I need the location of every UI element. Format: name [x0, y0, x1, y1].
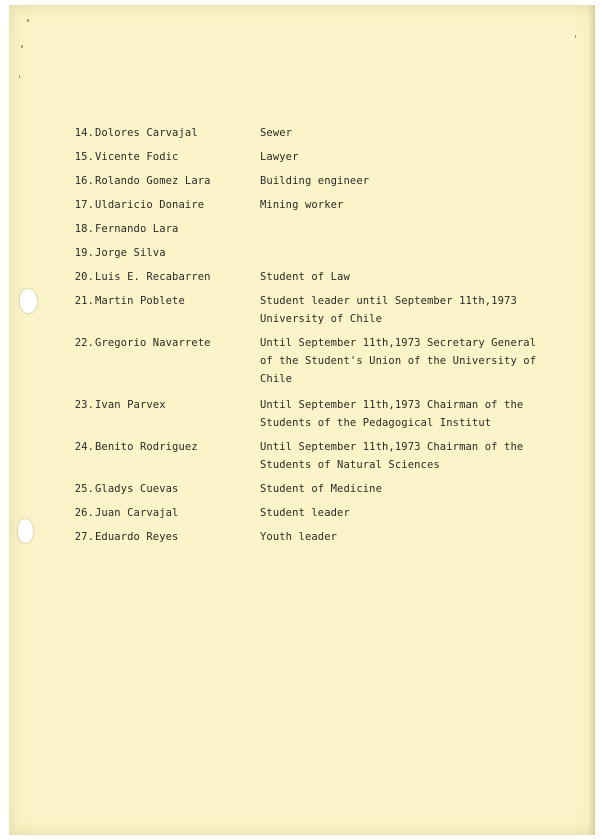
paper-speck: [27, 19, 29, 22]
entry-occupation: [260, 334, 550, 388]
entry-number: 23.: [74, 399, 94, 411]
entry-name: Eduardo Reyes: [95, 531, 179, 543]
occupation-line: Student of Medicine: [260, 483, 383, 495]
entry-name: Fernando Lara: [95, 223, 179, 235]
occupation-line: Lawyer: [260, 151, 299, 163]
entry-number: 25.: [74, 483, 94, 495]
entry-occupation: [260, 396, 550, 432]
occupation-line: Student of Law: [260, 271, 350, 283]
entry-number: 19.: [74, 247, 94, 259]
entry-occupation: [260, 438, 550, 474]
entry-number: 18.: [74, 223, 94, 235]
entry-name: Benito Rodriguez: [95, 441, 198, 453]
entry-number: 24.: [74, 441, 94, 453]
entry-name: Ivan Parvex: [95, 399, 166, 411]
occupation-line: Student leader: [260, 507, 350, 519]
occupation-line: Until September 11th,1973 Chairman of the: [260, 399, 524, 411]
occupation-line: Until September 11th,1973 Secretary General: [260, 337, 537, 349]
entry-occupation: [260, 504, 550, 522]
occupation-line: Sewer: [260, 127, 293, 139]
entry-name: Martin Poblete: [95, 295, 185, 307]
occupation-line: Until September 11th,1973 Chairman of the: [260, 441, 524, 453]
entry-number: 14.: [74, 127, 94, 139]
occupation-line: Youth leader: [260, 531, 338, 543]
occupation-line: Students of the Pedagogical Institut: [260, 417, 492, 429]
entry-name: Luis E. Recabarren: [95, 271, 211, 283]
entry-occupation: [260, 196, 550, 214]
entry-number: 20.: [74, 271, 94, 283]
paper-speck: [19, 75, 20, 78]
entry-number: 21.: [74, 295, 94, 307]
entry-name: Vicente Fodic: [95, 151, 179, 163]
entry-number: 15.: [74, 151, 94, 163]
occupation-line: of the Student's Union of the University of: [260, 355, 537, 367]
entry-occupation: [260, 268, 550, 286]
entry-number: 26.: [74, 507, 94, 519]
entry-occupation: [260, 528, 550, 546]
paper-speck: [21, 45, 23, 48]
paper-speck: [575, 35, 576, 38]
entry-name: Juan Carvajal: [95, 507, 179, 519]
entry-occupation: [260, 124, 550, 142]
occupation-line: Students of Natural Sciences: [260, 459, 440, 471]
entry-occupation: [260, 292, 550, 328]
entry-number: 27.: [74, 531, 94, 543]
entry-occupation: [260, 172, 550, 190]
entry-name: Gregorio Navarrete: [95, 337, 211, 349]
occupation-line: Student leader until September 11th,1973: [260, 295, 517, 307]
punch-hole: [18, 519, 33, 543]
entry-occupation: [260, 480, 550, 498]
entry-name: Jorge Silva: [95, 247, 166, 259]
page-edge-shadow: [589, 5, 595, 835]
entry-name: Dolores Carvajal: [95, 127, 198, 139]
entry-number: 16.: [74, 175, 94, 187]
entry-name: Rolando Gomez Lara: [95, 175, 211, 187]
entry-number: 17.: [74, 199, 94, 211]
entry-occupation: [260, 148, 550, 166]
entry-number: 22.: [74, 337, 94, 349]
entry-name: Uldaricio Donaire: [95, 199, 205, 211]
occupation-line: Building engineer: [260, 175, 370, 187]
occupation-line: University of Chile: [260, 313, 383, 325]
occupation-line: Mining worker: [260, 199, 344, 211]
occupation-line: Chile: [260, 373, 293, 385]
punch-hole: [20, 289, 37, 313]
entry-name: Gladys Cuevas: [95, 483, 179, 495]
